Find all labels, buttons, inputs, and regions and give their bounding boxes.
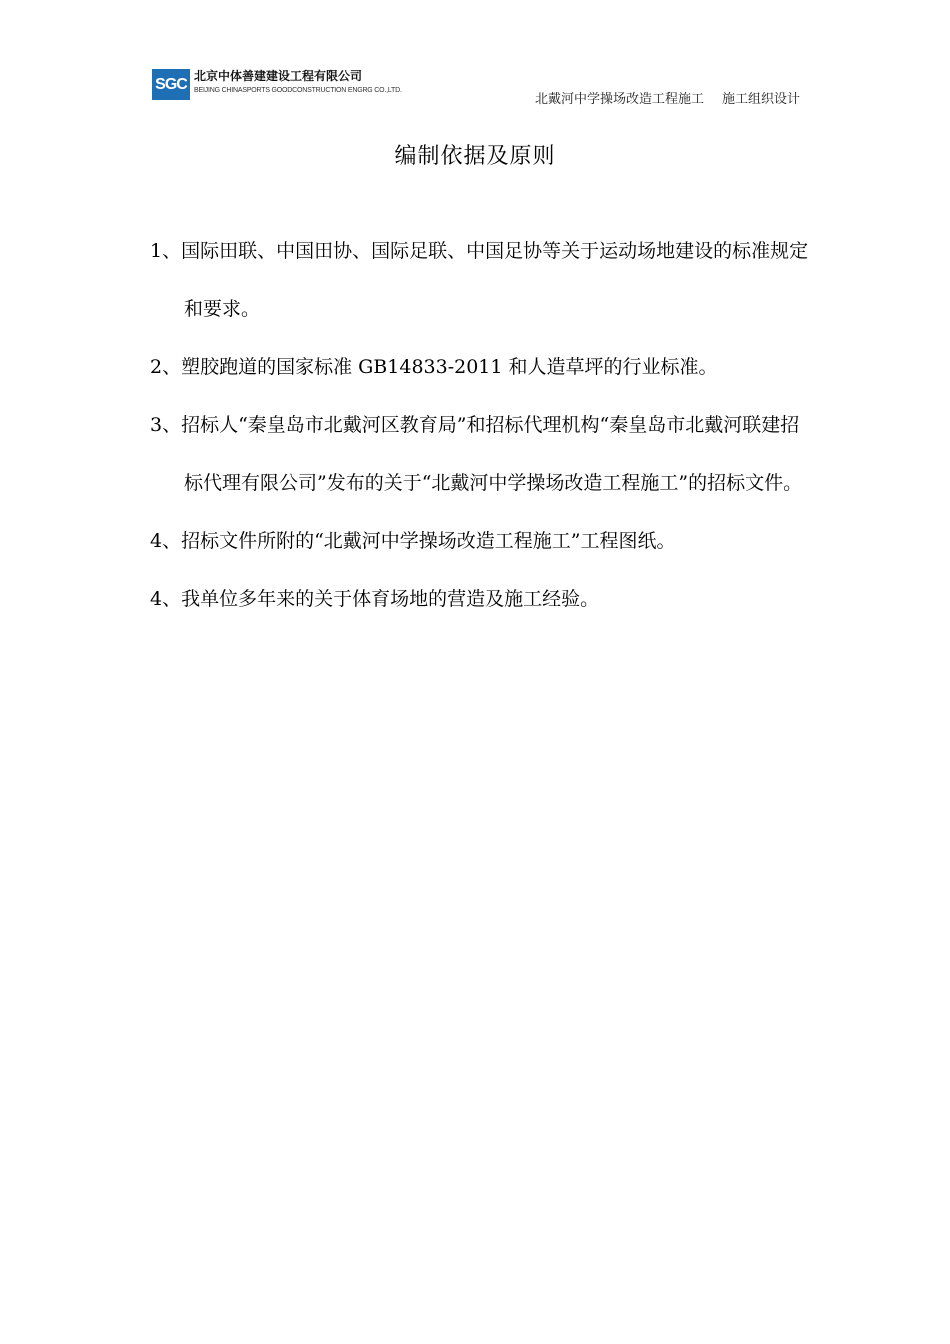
header-divider [152, 112, 802, 113]
list-item: 1、国际田联、中国田协、国际足联、中国足协等关于运动场地建设的标准规定和要求。 [150, 240, 809, 320]
header-project-info [535, 92, 800, 108]
company-name-en: BEIJING CHINASPORTS GOODCONSTRUCTION ENGRG CO.,LTD. [194, 87, 402, 94]
header-project-name: 北戴河中学操场改造工程施工 [534, 92, 704, 107]
list-item: 3、招标人“秦皇岛市北戴河区教育局”和招标代理机构“秦皇岛市北戴河联建招标代理有限公司”发布的关于“北戴河中学操场改造工程施工”的招标文件。 [150, 414, 803, 494]
company-logo: SGC [152, 69, 190, 100]
header-doc-type: 施工组织设计 [721, 92, 800, 107]
section-title: 编制依据及原则 [394, 144, 556, 169]
list-item: 4、我单位多年来的关于体育场地的营造及施工经验。 [150, 588, 600, 610]
list-item: 2、塑胶跑道的国家标准 GB14833-2011 和人造草坪的行业标准。 [150, 356, 718, 378]
basis-list [150, 222, 810, 628]
list-item: 4、招标文件所附的“北戴河中学操场改造工程施工”工程图纸。 [150, 530, 676, 552]
company-name-cn: 北京中体善建建设工程有限公司 [194, 69, 363, 83]
page-header [152, 66, 802, 110]
